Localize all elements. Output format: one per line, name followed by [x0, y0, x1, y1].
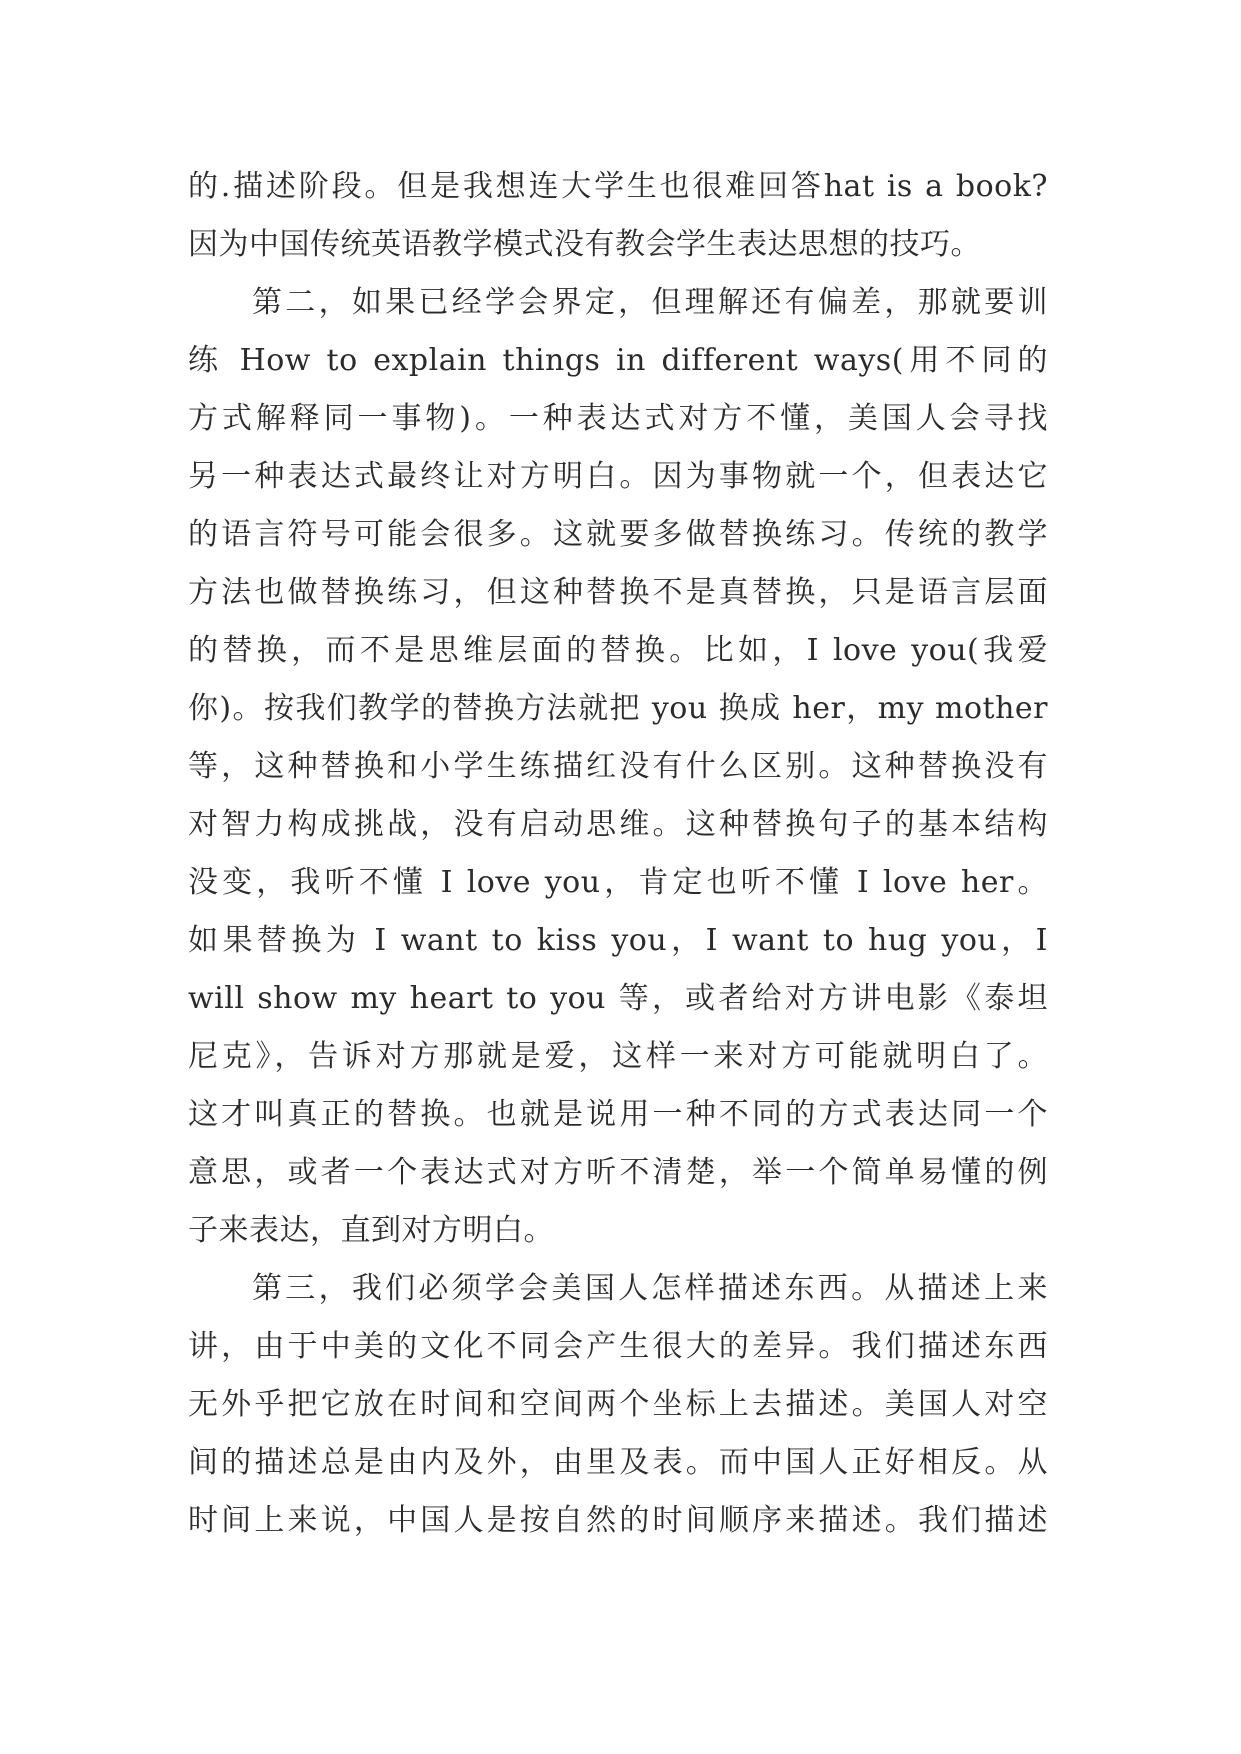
text-line: 方式解释同一事物)。一种表达式对方不懂，美国人会寻找 — [188, 401, 1048, 436]
text-line: 这才叫真正的替换。也就是说用一种不同的方式表达同一个 — [188, 1097, 1048, 1132]
body-text — [188, 158, 1048, 1550]
text-line: 无外乎把它放在时间和空间两个坐标上去描述。美国人对空 — [188, 1387, 1048, 1422]
text-line: 因为中国传统英语教学模式没有教会学生表达思想的技巧。 — [188, 227, 981, 262]
text-line: 等，这种替换和小学生练描红没有什么区别。这种替换没有 — [188, 749, 1048, 784]
text-line: 方法也做替换练习，但这种替换不是真替换，只是语言层面 — [188, 575, 1048, 610]
text-line: 尼克》，告诉对方那就是爱，这样一来对方可能就明白了。 — [188, 1039, 1048, 1074]
text-line: 的替换，而不是思维层面的替换。比如，I love you(我爱 — [188, 633, 1048, 668]
text-line: 你)。按我们教学的替换方法就把 you 换成 her，my mother — [188, 691, 1048, 726]
paragraph-start-line: 第三，我们必须学会美国人怎样描述东西。从描述上来 — [252, 1271, 1048, 1306]
text-line: 对智力构成挑战，没有启动思维。这种替换句子的基本结构 — [188, 807, 1048, 842]
text-line: 如果替换为 I want to kiss you，I want to hug you，I — [188, 923, 1048, 958]
text-line: 子来表达，直到对方明白。 — [188, 1213, 554, 1248]
paragraph-start-line: 第二，如果已经学会界定，但理解还有偏差，那就要训 — [252, 285, 1048, 320]
text-line: 练 How to explain things in different ways(用不同的 — [188, 343, 1048, 378]
text-line: 意思，或者一个表达式对方听不清楚，举一个简单易懂的例 — [188, 1155, 1048, 1190]
text-line: 没变，我听不懂 I love you，肯定也听不懂 I love her。 — [188, 865, 1048, 900]
text-line: 讲，由于中美的文化不同会产生很大的差异。我们描述东西 — [188, 1329, 1048, 1364]
text-line: 另一种表达式最终让对方明白。因为事物就一个，但表达它 — [188, 459, 1048, 494]
text-line: 的.描述阶段。但是我想连大学生也很难回答hat is a book? — [188, 169, 1048, 204]
text-line: 间的描述总是由内及外，由里及表。而中国人正好相反。从 — [188, 1445, 1048, 1480]
text-line: 的语言符号可能会很多。这就要多做替换练习。传统的教学 — [188, 517, 1048, 552]
text-line: 时间上来说，中国人是按自然的时间顺序来描述。我们描述 — [188, 1503, 1048, 1538]
text-line: will show my heart to you 等，或者给对方讲电影《泰坦 — [188, 981, 1048, 1016]
